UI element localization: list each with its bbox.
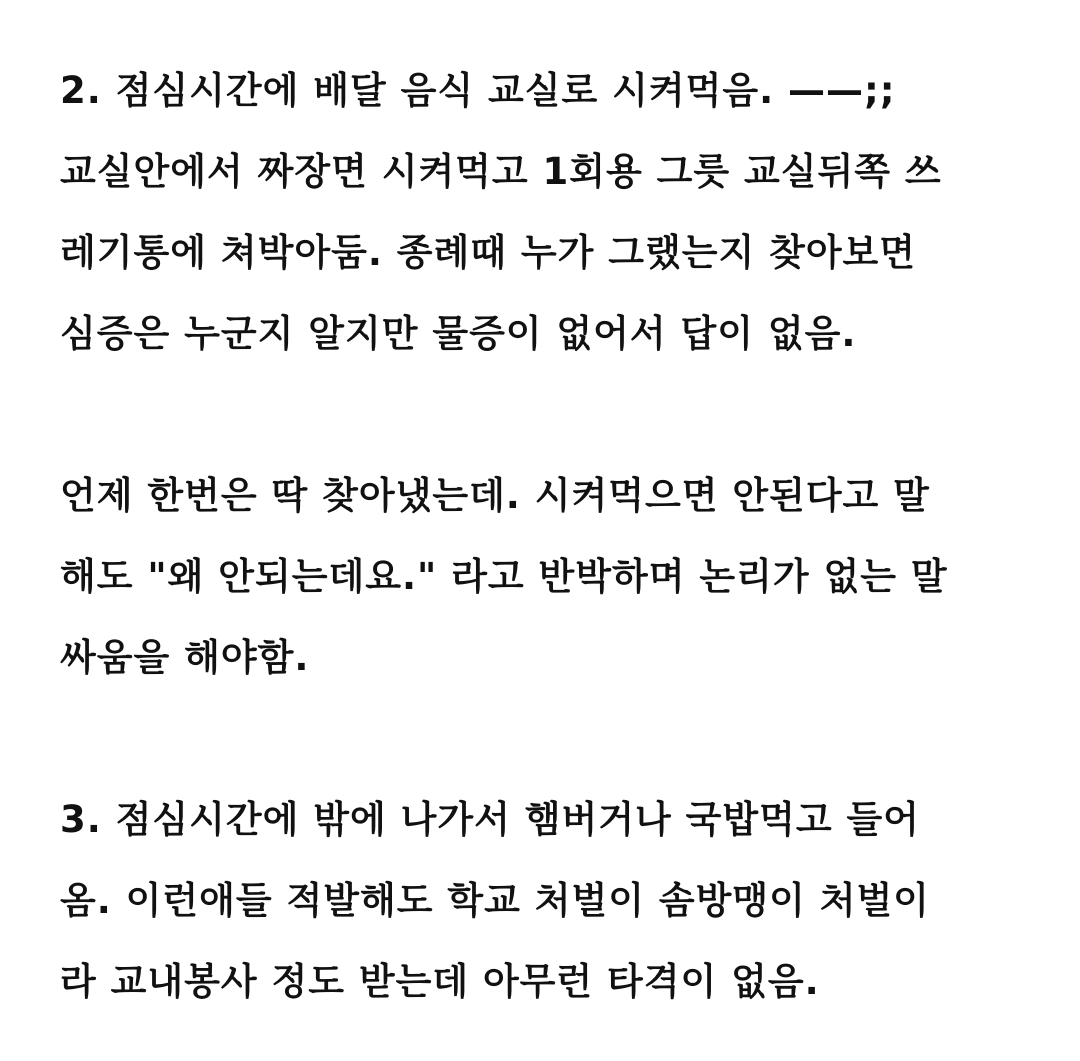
paragraph-item-3 (60, 779, 1040, 1022)
paragraph-spacer (60, 374, 1040, 455)
paragraph-item-2 (60, 50, 1040, 374)
text-line: 싸움을 해야함. (60, 636, 310, 679)
text-line: 레기통에 쳐박아둠. 종례때 누가 그랬는지 찾아보면 (60, 231, 917, 274)
text-line: 3. 점심시간에 밖에 나가서 햄버거나 국밥먹고 들어 (60, 798, 920, 841)
text-line: 옴. 이런애들 적발해도 학교 처벌이 솜방맹이 처벌이 (60, 879, 930, 922)
text-line: 해도 "왜 안되는데요." 라고 반박하며 논리가 없는 말 (60, 555, 948, 598)
text-line: 교실안에서 짜장면 시켜먹고 1회용 그릇 교실뒤쪽 쓰 (60, 150, 942, 193)
document-body (60, 50, 1040, 1022)
paragraph-continuation (60, 455, 1040, 698)
paragraph-spacer (60, 698, 1040, 779)
text-line: 언제 한번은 딱 찾아냈는데. 시켜먹으면 안된다고 말 (60, 474, 930, 517)
text-line: 2. 점심시간에 배달 음식 교실로 시켜먹음. ——;; (60, 69, 896, 112)
text-line: 심증은 누군지 알지만 물증이 없어서 답이 없음. (60, 312, 857, 355)
text-line: 라 교내봉사 정도 받는데 아무런 타격이 없음. (60, 960, 820, 1003)
